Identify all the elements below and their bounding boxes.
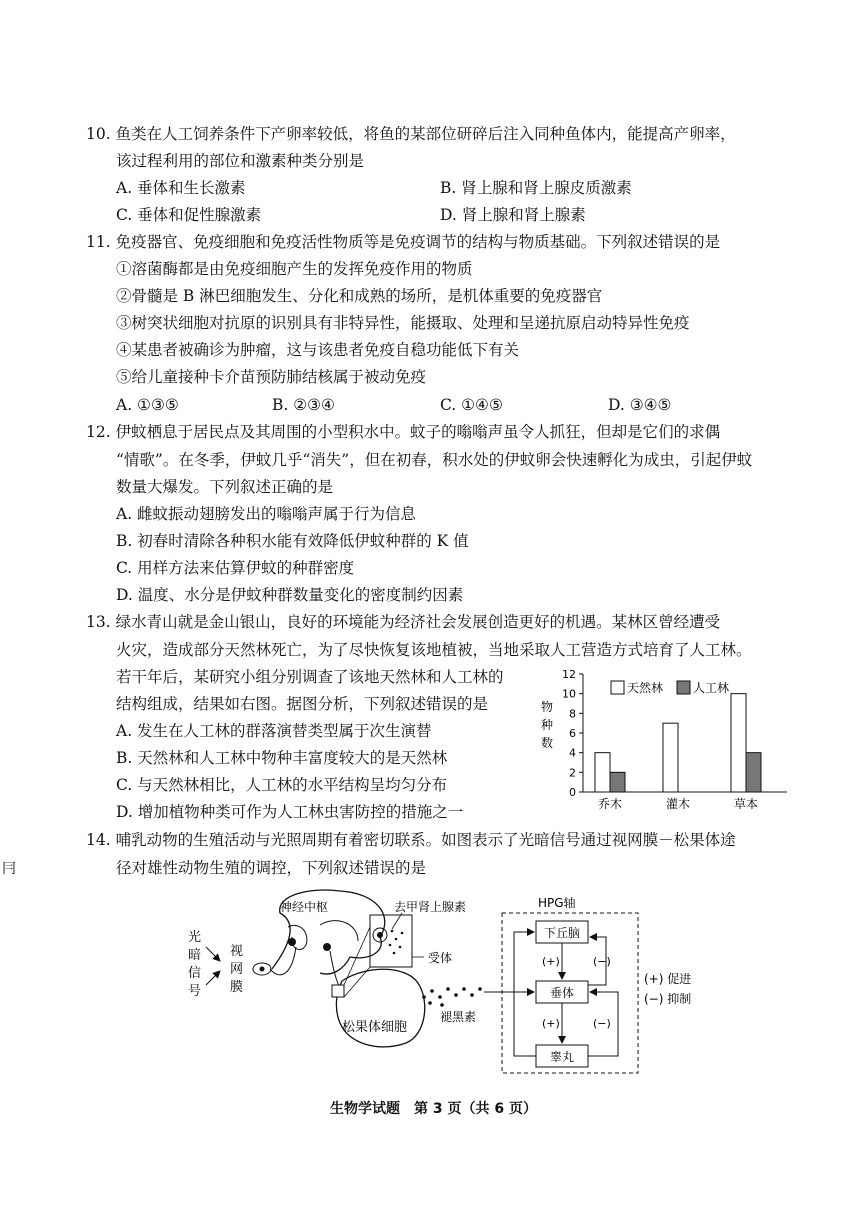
q10-option-b: B. 肾上腺和肾上腺皮质激素 xyxy=(440,179,632,197)
q12-option-b: B. 初春时清除各种积水能有效降低伊蚊种群的 K 值 xyxy=(116,532,469,550)
norepinephrine-label: 去甲肾上腺素 xyxy=(394,900,467,914)
light-char-3: 信 xyxy=(188,966,202,981)
q13-option-d: D. 增加植物种类可作为人工林虫害防控的措施之一 xyxy=(116,803,464,821)
q11-option-c: C. ①④⑤ xyxy=(440,396,503,414)
chart-bar xyxy=(731,694,746,792)
chart-bars xyxy=(595,694,761,792)
q10-stem-line2: 该过程利用的部位和激素种类分别是 xyxy=(116,152,365,170)
species-bar-chart xyxy=(535,665,795,815)
q10-option-d: D. 肾上腺和肾上腺素 xyxy=(440,206,586,224)
margin-mark: 冃 xyxy=(2,861,16,877)
q13-option-b: B. 天然林和人工林中物种丰富度较大的是天然林 xyxy=(116,749,448,767)
chart-legend-swatch xyxy=(677,681,690,694)
legend-promote: (+) 促进 xyxy=(644,972,692,986)
pineal-hpg-diagram xyxy=(180,885,720,1085)
q10-stem-line1: 10. 鱼类在人工饲养条件下产卵率较低，将鱼的某部位研碎后注入同种鱼体内，能提高产卵率， xyxy=(86,125,736,143)
plus-label-1: (+) xyxy=(542,955,560,968)
chart-bar xyxy=(663,723,678,792)
brain-inner-fold-2 xyxy=(320,921,358,941)
q11-statement-1: ①溶菌酶都是由免疫细胞产生的发挥免疫作用的物质 xyxy=(116,260,473,278)
chart-ylabel-char: 物 xyxy=(541,700,554,714)
chart-ytick-label: 6 xyxy=(569,727,576,740)
pituitary-label: 垂体 xyxy=(549,986,575,1000)
minus-label-2: (−) xyxy=(593,1017,611,1030)
light-arrow-bottom xyxy=(206,971,220,985)
q12-stem-line3: 数量大爆发。下列叙述正确的是 xyxy=(116,478,334,496)
q12-option-a: A. 雌蚊振动翅膀发出的嗡嗡声属于行为信息 xyxy=(116,505,417,523)
chart-legend-label: 人工林 xyxy=(693,681,730,695)
hypothalamus-label: 下丘脑 xyxy=(543,926,581,940)
chart-ytick-label: 0 xyxy=(569,786,576,799)
q13-stem-line1: 13. 绿水青山就是金山银山，良好的环境能为经济社会发展创造更好的机遇。某林区曾经遭受 xyxy=(86,613,721,631)
q13-option-a: A. 发生在人工林的群落演替类型属于次生演替 xyxy=(116,722,432,740)
transmitter-dots xyxy=(389,930,404,955)
q12-option-c: C. 用样方法来估算伊蚊的种群密度 xyxy=(116,559,355,577)
testis-to-hypothalamus-feedback xyxy=(514,932,536,1056)
receptor-label: 受体 xyxy=(428,951,453,965)
chart-legend-swatch xyxy=(611,681,624,694)
chart-yticks xyxy=(562,668,583,799)
chart-ytick-label: 10 xyxy=(562,687,576,701)
q11-option-d: D. ③④⑤ xyxy=(608,396,672,414)
q11-statement-3: ③树突状细胞对抗原的识别具有非特异性，能摄取、处理和呈递抗原启动特异性免疫 xyxy=(116,314,690,332)
chart-legend xyxy=(611,680,729,695)
eye-icon xyxy=(253,963,271,975)
chart-xtick-label: 草本 xyxy=(733,797,759,811)
retina-label xyxy=(230,944,243,995)
chart-xtick-label: 乔木 xyxy=(597,797,623,811)
q11-statement-5: ⑤给儿童接种卡介苗预防肺结核属于被动免疫 xyxy=(116,368,427,386)
q11-statement-2: ②骨髓是 B 淋巴细胞发生、分化和成熟的场所，是机体重要的免疫器官 xyxy=(116,287,603,305)
light-signal-label xyxy=(188,929,201,999)
hpg-axis-label: HPG轴 xyxy=(538,896,576,910)
q10-option-a: A. 垂体和生长激素 xyxy=(116,179,246,197)
pineal-cell-label: 松果体细胞 xyxy=(342,1020,408,1035)
light-char-4: 号 xyxy=(188,984,202,999)
chart-bar xyxy=(746,753,761,792)
chart-ylabel xyxy=(541,699,553,750)
light-char-2: 暗 xyxy=(188,948,202,963)
nerve-center-label: 神经中枢 xyxy=(280,900,329,914)
retina-char-3: 膜 xyxy=(230,980,244,995)
chart-legend-label: 天然林 xyxy=(627,681,664,695)
chart-ytick-label: 12 xyxy=(562,668,576,681)
pineal-cell-outline xyxy=(336,969,424,1047)
q13-stem-line2: 火灾，造成部分天然林死亡，为了尽快恢复该地植被，当地采取人工营造方式培育了人工林。 xyxy=(116,641,752,659)
chart-ylabel-char: 数 xyxy=(541,736,554,750)
q12-stem-line1: 12. 伊蚊栖息于居民点及其周围的小型积水中。蚊子的嗡嗡声虽令人抓狂，但却是它们的求偶 xyxy=(86,423,721,441)
q12-option-d: D. 温度、水分是伊蚊种群数量变化的密度制约因素 xyxy=(116,586,464,604)
synapse-box xyxy=(332,985,344,997)
q10-option-c: C. 垂体和促性腺激素 xyxy=(116,206,262,224)
chart-ylabel-char: 种 xyxy=(541,718,554,732)
chart-bar xyxy=(595,753,610,792)
neuron-dot-2 xyxy=(323,943,331,951)
light-arrow-top xyxy=(206,947,220,961)
q14-stem-line1: 14. 哺乳动物的生殖活动与光照周期有着密切联系。如图表示了光暗信号通过视网膜－松果体途 xyxy=(86,831,736,849)
q11-statement-4: ④某患者被确诊为肿瘤，这与该患者免疫自稳功能低下有关 xyxy=(116,341,520,359)
retina-char-1: 视 xyxy=(230,944,244,959)
testis-label: 睾丸 xyxy=(549,1050,575,1064)
zoom-line-2 xyxy=(344,967,370,997)
page-footer: 生物学试题 第 3 页（共 6 页） xyxy=(330,1101,537,1117)
vesicle-core xyxy=(377,932,383,938)
chart-xticks xyxy=(598,796,758,811)
brain-inner-fold xyxy=(288,925,307,949)
chart-ytick-label: 2 xyxy=(569,766,576,780)
neuron-dot xyxy=(288,938,296,946)
plus-label-2: (+) xyxy=(542,1017,560,1030)
q11-stem: 11. 免疫器官、免疫细胞和免疫活性物质等是免疫调节的结构与物质基础。下列叙述错误的是 xyxy=(86,233,721,251)
q11-option-a: A. ①③⑤ xyxy=(116,396,179,414)
q14-stem-line2: 径对雄性动物生殖的调控，下列叙述错误的是 xyxy=(116,859,427,877)
melatonin-label: 褪黑素 xyxy=(440,1010,477,1024)
minus-label-1: (−) xyxy=(593,955,611,968)
chart-ytick-label: 4 xyxy=(569,746,576,760)
legend-inhibit: (−) 抑制 xyxy=(644,992,692,1006)
q12-stem-line2: “情歌”。在冬季，伊蚊几乎“消失”，但在初春，积水处的伊蚊卵会快速孵化为成虫，引起伊蚊 xyxy=(116,451,753,469)
q11-option-b: B. ②③④ xyxy=(272,396,335,414)
q13-option-c: C. 与天然林相比，人工林的水平结构呈均匀分布 xyxy=(116,776,448,794)
q13-stem-line4: 结构组成，结果如右图。据图分析，下列叙述错误的是 xyxy=(116,695,489,713)
chart-xtick-label: 灌木 xyxy=(665,797,691,811)
chart-ytick-label: 8 xyxy=(569,707,576,721)
chart-bar xyxy=(610,772,625,792)
retina-char-2: 网 xyxy=(230,962,244,977)
melatonin-dots xyxy=(422,987,482,1007)
light-char-1: 光 xyxy=(188,930,202,945)
q13-stem-line3: 若干年后，某研究小组分别调查了该地天然林和人工林的 xyxy=(116,668,504,686)
